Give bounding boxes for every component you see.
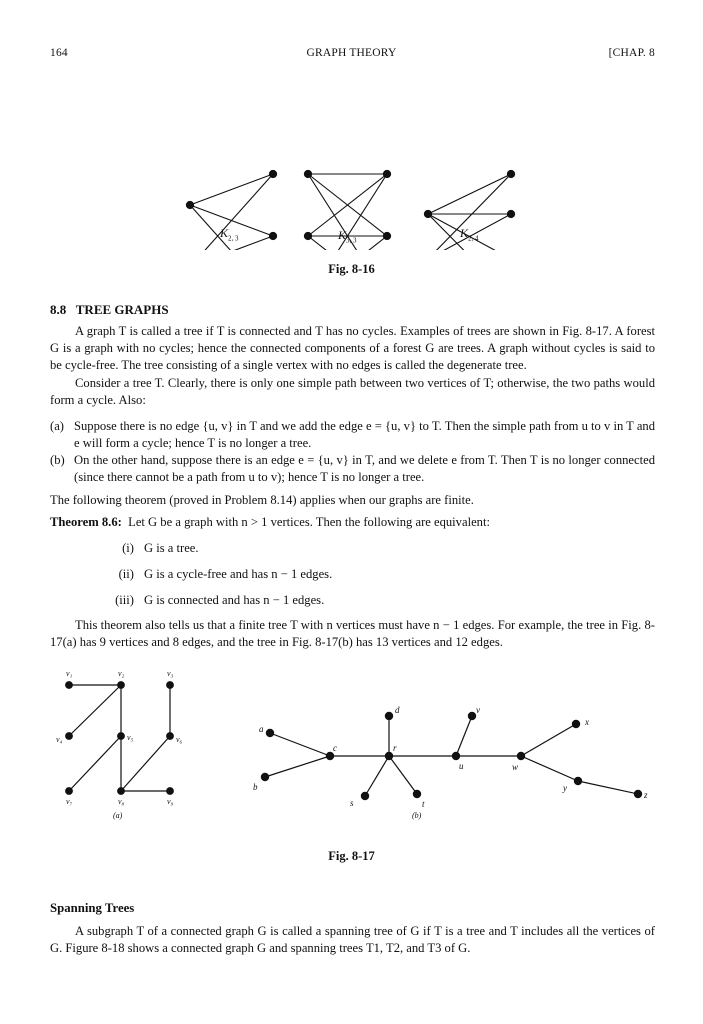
subsection-heading: Spanning Trees — [50, 901, 135, 915]
list-item-a: (a) Suppose there is no edge {u, v} in T and we add the edge e = {u, v} to T. Then the simple path from u to v in T and e will form a cycle; hence T is no longer a tree. — [50, 419, 655, 451]
paragraph-tree-def: A graph T is called a tree if T is connected and T has no cycles. Examples of trees are shown in Fig. 8-17. A forest G is a graph with no cycles; hence the connected components of a forest G are trees. A graph without cycles is said to be cycle-free. The tree consisting of a single vertex with no edges is called the degenerate tree. — [50, 324, 655, 373]
svg-text:v₁: v₁ — [66, 670, 73, 678]
svg-text:r: r — [393, 743, 397, 753]
theorem-8-6 — [50, 515, 655, 530]
svg-text:(b): (b) — [412, 811, 422, 820]
theorem-label: Theorem 8.6: — [50, 515, 122, 529]
paragraph-consider: Consider a tree T. Clearly, there is only one simple path between two vertices of T; otherwise, the two paths would form a cycle. Also: — [50, 376, 655, 408]
fig-8-17-caption: Fig. 8-17 — [328, 849, 375, 863]
theorem-condition-iii: (iii) G is connected and has n − 1 edges. — [115, 593, 325, 607]
svg-text:(a): (a) — [113, 811, 123, 820]
chapter-label: [CHAP. 8 — [608, 47, 655, 59]
list-item-b: (b) On the other hand, suppose there is an edge e = {u, v} in T, and we delete e from T. Then T is no longer connected (since there cannot be a path from u to v); hence T is no longer a tree. — [50, 453, 655, 485]
svg-text:d: d — [395, 705, 400, 715]
figure-8-17 — [0, 670, 703, 830]
svg-text:z: z — [644, 790, 648, 800]
svg-text:v₃: v₃ — [167, 670, 174, 678]
svg-text:u: u — [459, 761, 464, 771]
svg-text:v: v — [476, 705, 480, 715]
svg-text:v₇: v₇ — [66, 797, 73, 806]
page-number: 164 — [50, 47, 68, 59]
svg-text:v₅: v₅ — [127, 733, 134, 742]
theorem-condition-i: (i) G is a tree. — [122, 541, 199, 555]
label-k24: $K_{2, 4}$ — [460, 226, 479, 243]
section-title: TREE GRAPHS — [75, 302, 169, 317]
svg-text:x: x — [585, 717, 589, 727]
svg-text:a: a — [259, 724, 264, 734]
section-number: 8.8 — [50, 302, 67, 317]
tree-a-labels — [56, 670, 183, 820]
label-k33: $K_{3, 3}$ — [338, 228, 357, 245]
svg-text:v₂: v₂ — [118, 670, 125, 678]
theorem-statement: Let G be a graph with n > 1 vertices. Then the following are equivalent: — [128, 515, 490, 529]
theorem-condition-ii: (ii) G is a cycle-free and has n − 1 edges. — [118, 567, 333, 581]
svg-text:v₆: v₆ — [176, 735, 183, 744]
paragraph-spanning: A subgraph T of a connected graph G is called a spanning tree of G if T is a tree and T includes all the vertices of G. Figure 8-18 shows a connected graph G and spanning trees T1, T2, and T3 of G. — [50, 924, 655, 956]
svg-text:b: b — [253, 782, 258, 792]
svg-text:t: t — [422, 799, 425, 809]
paragraph-finite-tree: This theorem also tells us that a finite tree T with n vertices must have n − 1 edges. For example, the tree in Fig. 8-17(a) has 9 vertices and 8 edges, and the tree in Fig. 8-17(b) has 13 vertices and 12 edges. — [50, 618, 655, 650]
svg-text:s: s — [350, 798, 354, 808]
section-heading — [50, 302, 169, 318]
label-k23: $K_{2, 3}$ — [220, 226, 239, 243]
svg-text:v₈: v₈ — [118, 797, 125, 806]
paragraph-theorem-intro: The following theorem (proved in Problem 8.14) applies when our graphs are finite. — [50, 493, 474, 507]
running-title: GRAPH THEORY — [306, 47, 397, 59]
tree-a — [66, 682, 174, 795]
figure-8-16 — [0, 80, 703, 250]
svg-text:c: c — [333, 743, 337, 753]
svg-text:v₄: v₄ — [56, 735, 63, 744]
svg-text:y: y — [563, 783, 567, 793]
svg-text:v₉: v₉ — [167, 797, 174, 806]
fig-8-16-caption: Fig. 8-16 — [328, 262, 375, 276]
svg-text:w: w — [512, 762, 519, 772]
tree-b-labels — [253, 705, 648, 820]
